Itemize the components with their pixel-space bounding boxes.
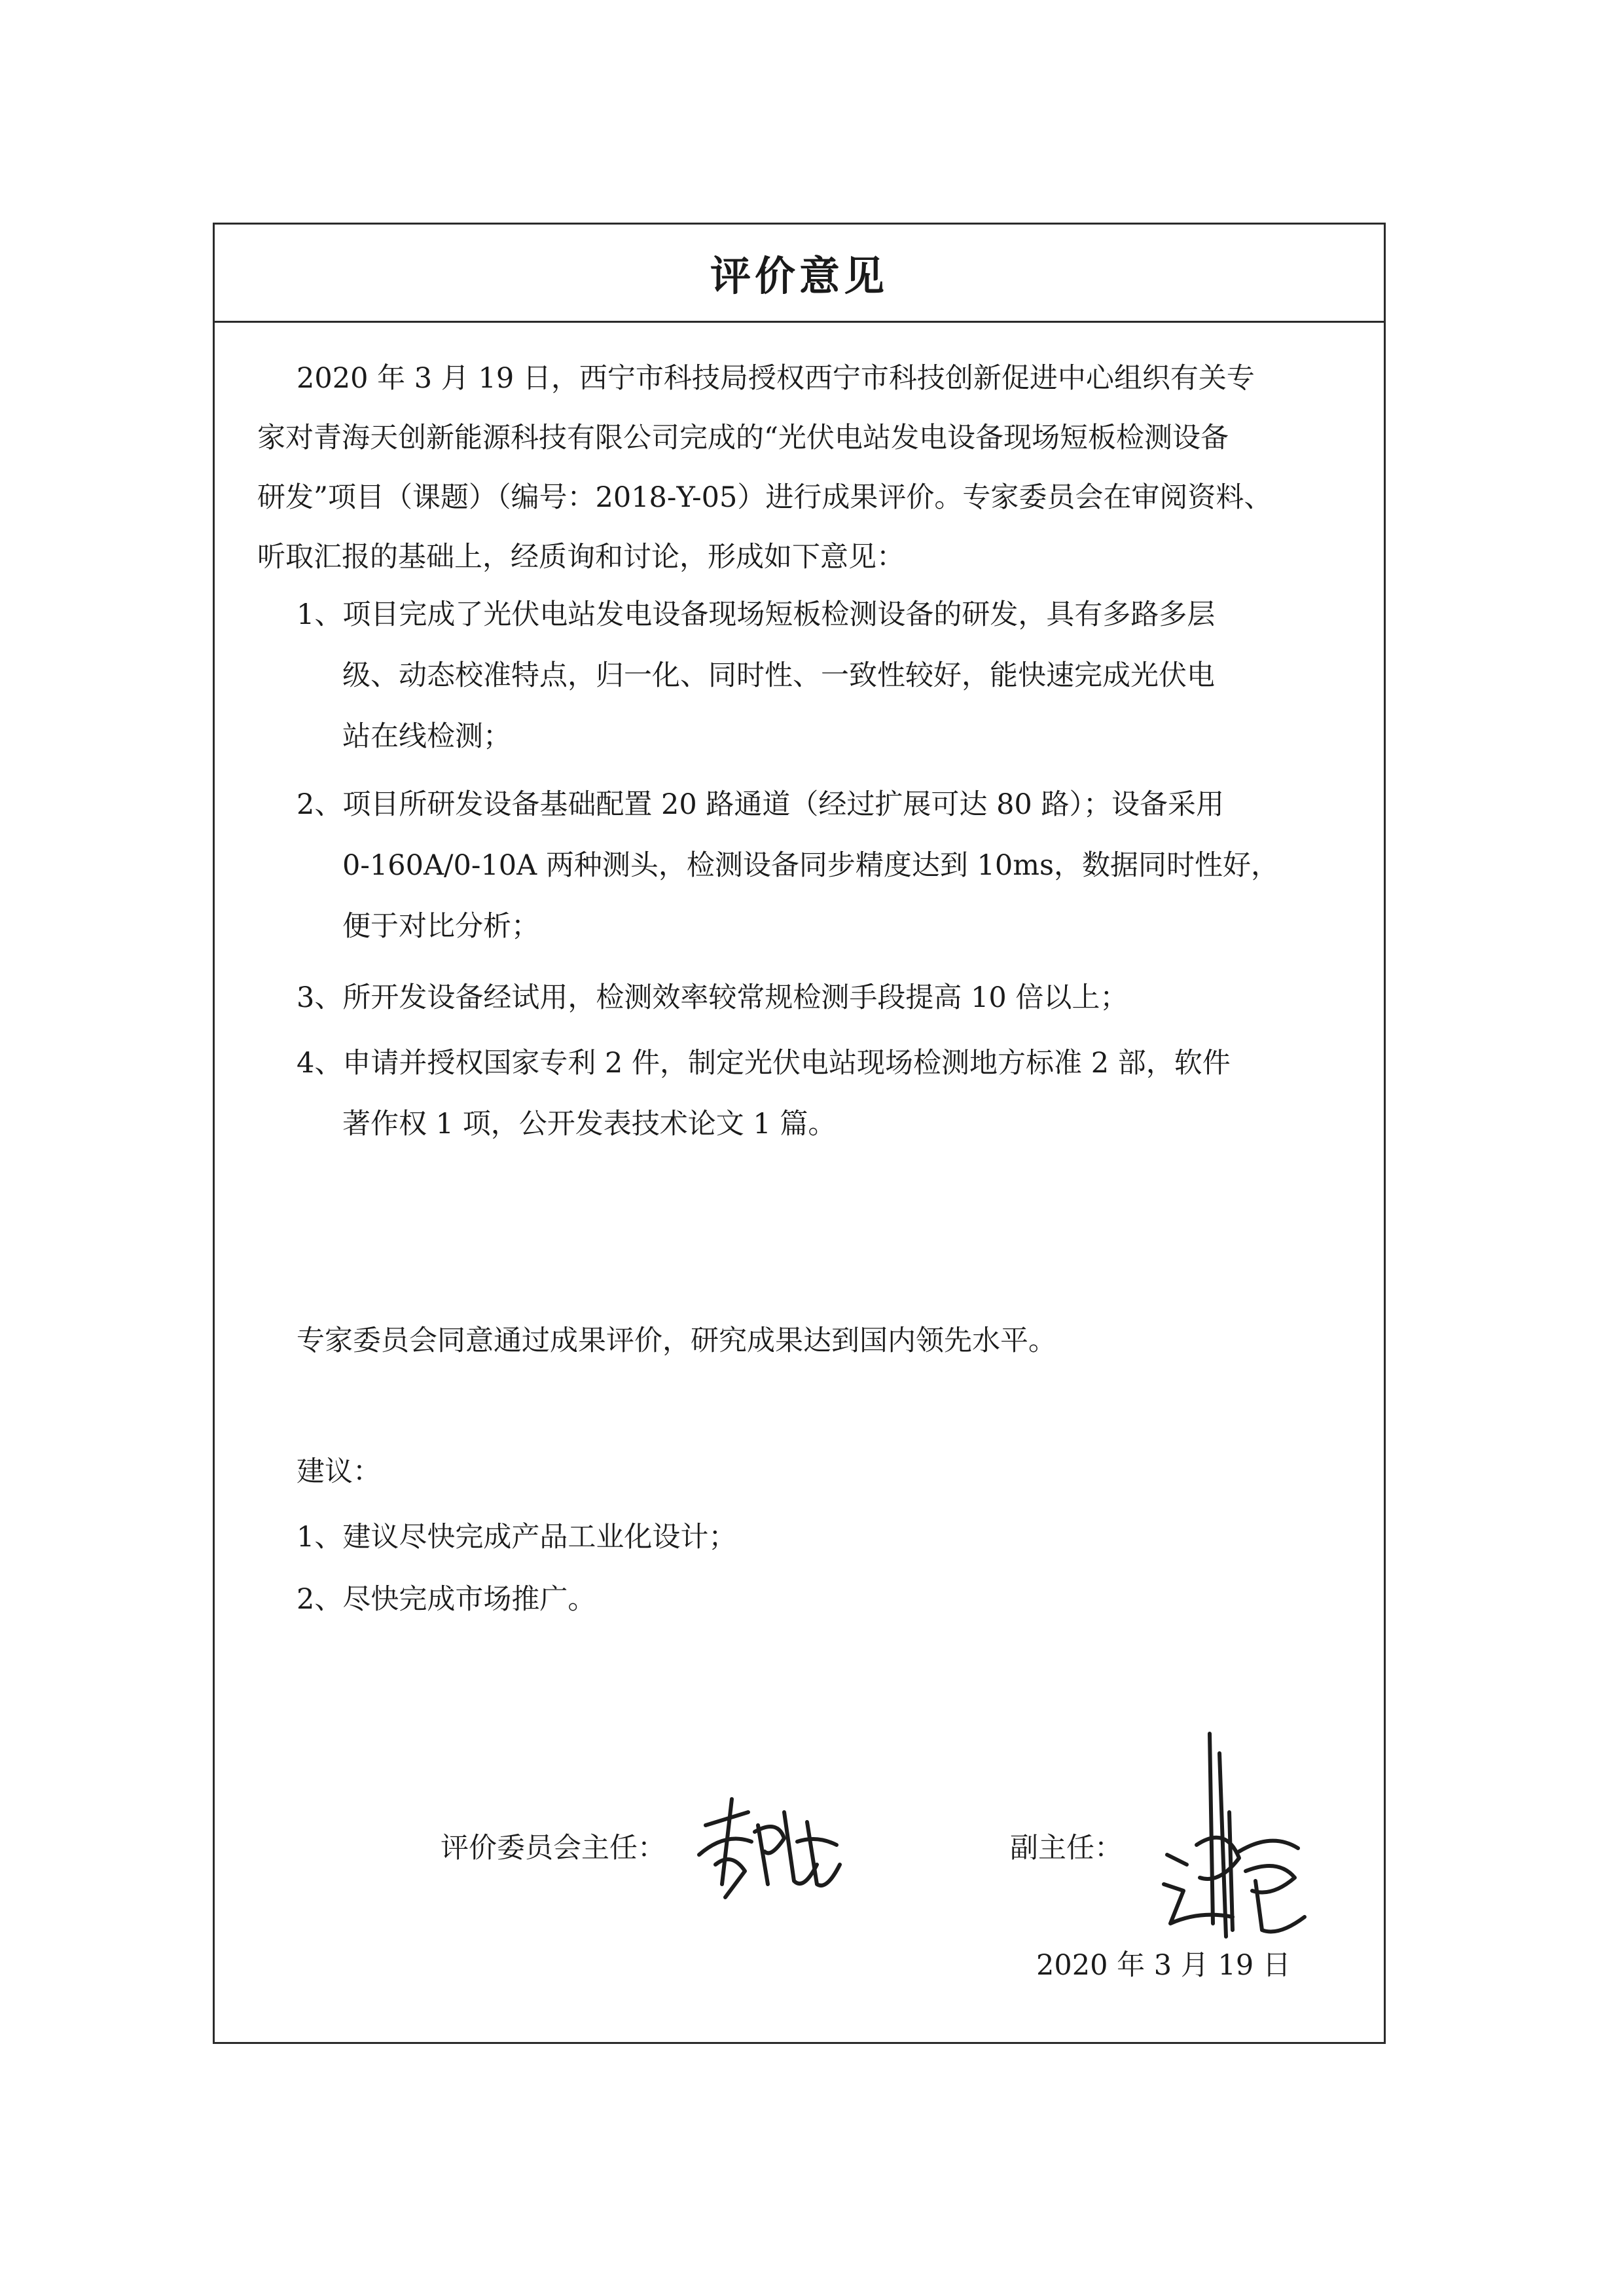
- title-row: [215, 225, 1384, 323]
- vice-chair-signature: [1147, 1714, 1318, 1950]
- form-content: [215, 323, 1384, 2042]
- opinion-line: 3、所开发设备经试用，检测效率较常规检测手段提高 10 倍以上；: [297, 981, 1128, 1014]
- intro-line: 2020 年 3 月 19 日，西宁市科技局授权西宁市科技创新促进中心组织有关专: [297, 362, 1255, 395]
- intro-paragraph: [257, 349, 1370, 587]
- opinion-line: 2、项目所研发设备基础配置 20 路通道（经过扩展可达 80 路）；设备采用: [297, 788, 1224, 821]
- advice-item: 1、建议尽快完成产品工业化设计；: [297, 1521, 737, 1554]
- vice-chair-label: 副主任：: [1010, 1832, 1123, 1865]
- chair-signature: [686, 1786, 856, 1904]
- chair-label: 评价委员会主任：: [441, 1832, 666, 1865]
- opinion-line: 4、申请并授权国家专利 2 件，制定光伏电站现场检测地方标准 2 部，软件: [297, 1047, 1231, 1080]
- opinion-line: 1、项目完成了光伏电站发电设备现场短板检测设备的研发，具有多路多层: [297, 598, 1216, 631]
- evaluation-form-frame: [213, 223, 1386, 2044]
- intro-line: 研发”项目（课题）（编号：2018-Y-05）进行成果评价。专家委员会在审阅资料、: [257, 481, 1272, 514]
- opinion-item-2: [215, 774, 1279, 957]
- advice-item: 2、尽快完成市场推广。: [297, 1583, 596, 1616]
- opinion-line: 便于对比分析；: [342, 910, 539, 943]
- document-title: 评价意见: [710, 252, 888, 300]
- advice-heading: 建议：: [297, 1455, 381, 1488]
- intro-line: 家对青海天创新能源科技有限公司完成的“光伏电站发电设备现场短板检测设备: [257, 422, 1229, 454]
- opinion-line: 0-160A/0-10A 两种测头，检测设备同步精度达到 10ms，数据同时性好，: [342, 849, 1280, 882]
- opinion-item-1: [215, 585, 1215, 767]
- opinion-line: 著作权 1 项，公开发表技术论文 1 篇。: [342, 1108, 837, 1140]
- date-text: 2020 年 3 月 19 日: [1036, 1949, 1291, 1982]
- opinion-line: 站在线检测；: [342, 720, 511, 753]
- opinion-item-4: [215, 1033, 1231, 1155]
- opinion-item-3: [215, 968, 1128, 1029]
- opinion-line: 级、动态校准特点，归一化、同时性、一致性较好，能快速完成光伏电: [342, 659, 1215, 692]
- intro-line: 听取汇报的基础上，经质询和讨论，形成如下意见：: [257, 541, 905, 574]
- conclusion-text: 专家委员会同意通过成果评价，研究成果达到国内领先水平。: [297, 1324, 1056, 1357]
